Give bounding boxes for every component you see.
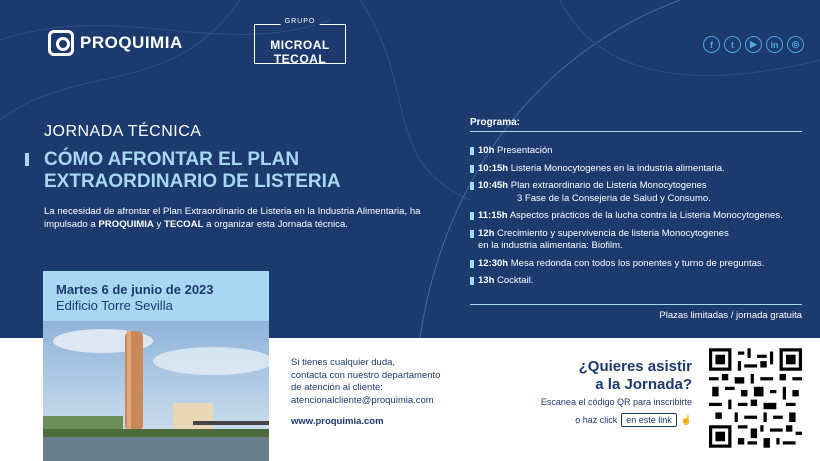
event-venue: Edificio Torre Sevilla <box>56 298 173 313</box>
program-item <box>470 258 810 271</box>
program-item <box>470 145 810 158</box>
proquimia-logo <box>48 30 183 56</box>
twitter-icon[interactable]: t <box>724 36 741 53</box>
program-item <box>470 228 810 253</box>
intro-part-2: y <box>153 219 164 230</box>
pointer-hand-icon: ☝ <box>680 414 692 425</box>
program-item <box>470 275 810 288</box>
program-text: Plan extraordinario de Listeria Monocytogenes <box>510 180 707 191</box>
registration-link[interactable]: en este link <box>621 413 677 427</box>
event-date-box <box>43 271 269 461</box>
program-text: Crecimiento y supervivencia de listeria Monocytogenes <box>497 227 729 239</box>
program-time: 12h <box>478 227 495 239</box>
program-item <box>470 163 810 176</box>
intro-brand-1: PROQUIMIA <box>98 219 154 230</box>
program-text-continued: en la industria alimentaria: Biofilm. <box>478 240 623 251</box>
contact-line: Si tienes cualquier duda, <box>291 357 396 368</box>
contact-info <box>291 357 440 407</box>
program-item <box>470 210 810 223</box>
instagram-icon[interactable]: ◎ <box>787 36 804 53</box>
limited-seats-note: Plazas limitadas / jornada gratuita <box>659 310 802 321</box>
program-text: Mesa redonda con todos los ponentes y turno de preguntas. <box>510 257 765 269</box>
intro-part-3: a organizar esta Jornada técnica. <box>203 219 348 230</box>
program-top-divider <box>470 131 802 132</box>
program-text-continued: 3 Fase de la Consejeria de Salud y Consumo. <box>517 192 711 204</box>
torre-sevilla-photo <box>43 321 269 461</box>
group-name: MICROAL TECOAL <box>270 38 330 66</box>
linkedin-icon[interactable]: in <box>766 36 783 53</box>
proquimia-logo-icon <box>48 30 74 56</box>
intro-text <box>44 205 444 231</box>
intro-part-1: La necesidad de afrontar el Plan Extraordinario de Listeria en la Industria Alimentaria, ha impulsado a <box>44 206 421 230</box>
program-item <box>470 180 810 205</box>
program-text: Presentación <box>497 145 553 156</box>
program-text: Cocktail. <box>497 275 534 286</box>
cta-heading <box>579 358 692 394</box>
program-bottom-divider <box>470 304 802 305</box>
event-kicker: JORNADA TÉCNICA <box>44 123 202 140</box>
event-title <box>44 149 341 193</box>
title-accent-bar <box>25 153 29 166</box>
title-line-1: CÓMO AFRONTAR EL PLAN <box>44 149 300 170</box>
event-date: Martes 6 de junio de 2023 <box>56 282 214 297</box>
contact-email-link[interactable]: atencionalcliente@proquimia.com <box>291 394 434 406</box>
program-time: 11:15h <box>478 210 508 221</box>
program-list <box>470 145 810 293</box>
program-title: Programa: <box>470 117 521 128</box>
qr-code[interactable] <box>709 348 802 448</box>
program-time: 12:30h <box>478 257 509 269</box>
intro-brand-2: TECOAL <box>163 219 204 230</box>
youtube-icon[interactable]: ▶ <box>745 36 762 53</box>
cta-heading-line-1: ¿Quieres asistir <box>578 358 692 375</box>
website-link[interactable]: www.proquimia.com <box>291 416 384 427</box>
program-text: Aspectos prácticos de la lucha contra la Listeria Monocytogenes. <box>509 210 783 221</box>
click-instruction <box>575 413 692 427</box>
social-links <box>703 36 804 53</box>
microal-tecoal-logo <box>254 18 346 66</box>
brand-name: PROQUIMIA <box>80 33 183 52</box>
program-time: 13h <box>478 275 495 286</box>
program-time: 10h <box>478 145 495 156</box>
contact-line: de atención al cliente: <box>291 382 383 393</box>
program-time: 10:15h <box>478 162 509 174</box>
program-time: 10:45h <box>478 180 509 191</box>
contact-line: contacta con nuestro departamento <box>291 369 441 381</box>
scan-instruction: Escanea el código QR para inscribirte <box>540 397 692 407</box>
group-label: GRUPO <box>281 18 320 25</box>
cta-heading-line-2: a la Jornada? <box>595 376 692 393</box>
program-text: Listeria Monocytogenes en la industria alimentaria. <box>510 162 725 174</box>
facebook-icon[interactable]: f <box>703 36 720 53</box>
or-click-text: o haz click <box>575 415 618 425</box>
title-line-2: EXTRAORDINARIO DE LISTERIA <box>44 171 341 192</box>
